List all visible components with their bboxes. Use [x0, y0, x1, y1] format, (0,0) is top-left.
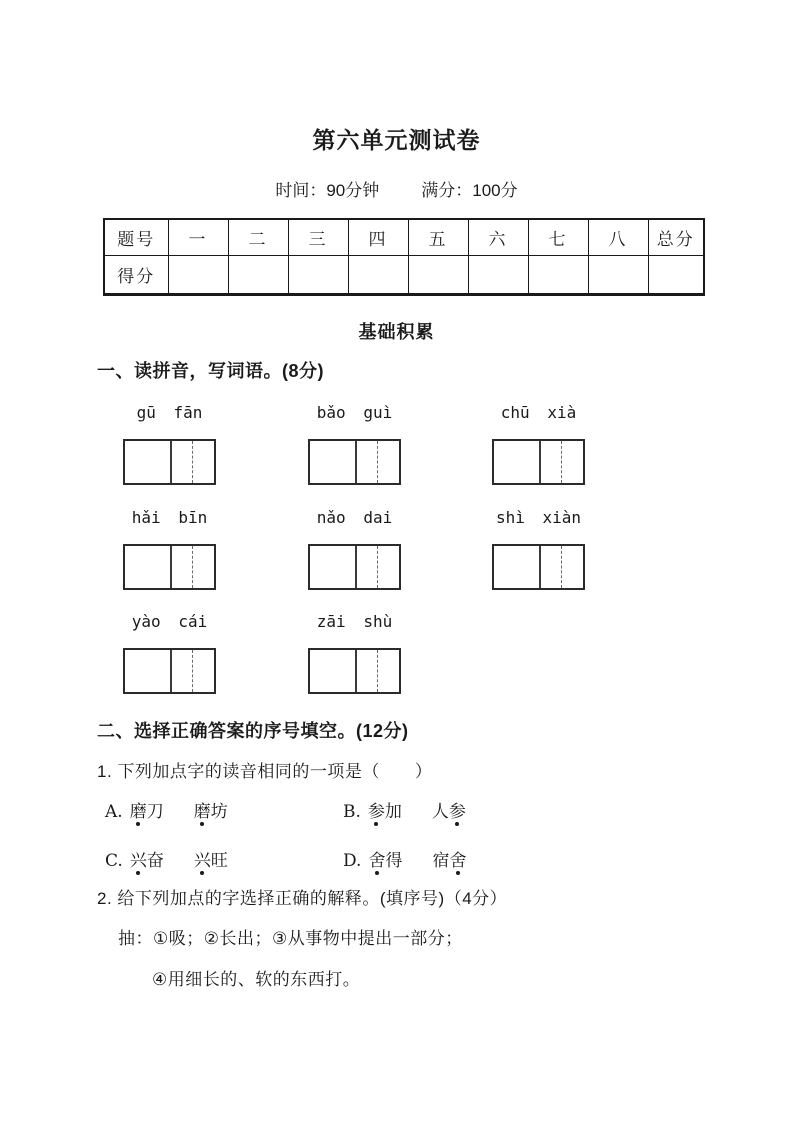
option-word [194, 797, 228, 822]
writing-box-divider [355, 546, 357, 588]
score-cell-empty [348, 256, 408, 295]
option-word [368, 846, 402, 871]
pinyin-group [308, 612, 401, 694]
score-table-column-header: 六 [468, 219, 528, 256]
writing-box-divider [170, 441, 172, 483]
section1-heading: 一、读拼音，写词语。(8分) [97, 361, 324, 381]
pinyin-label: bǎo guì [316, 403, 393, 422]
pinyin-group [308, 403, 401, 485]
pinyin-group [123, 508, 216, 590]
character: 奋 [146, 851, 164, 870]
option-b [343, 797, 466, 822]
option-word [432, 846, 466, 871]
option-word [130, 797, 164, 822]
writing-box-divider [170, 546, 172, 588]
score-table [103, 218, 705, 296]
writing-box [308, 439, 401, 485]
option-label: B. [343, 802, 361, 822]
pinyin-label: shì xiàn [495, 508, 582, 527]
pinyin-label: yào cái [131, 612, 208, 631]
character: 旺 [210, 851, 228, 870]
score-table-score-row [104, 256, 704, 295]
section2-heading: 二、选择正确答案的序号填空。(12分) [97, 721, 409, 741]
writing-box-divider [539, 441, 541, 483]
option-word [432, 797, 466, 822]
writing-box-divider [170, 650, 172, 692]
score-table-column-header: 四 [348, 219, 408, 256]
pinyin-label: gū fān [136, 403, 203, 422]
score-row-label: 得分 [104, 256, 168, 295]
writing-box [492, 544, 585, 590]
option-word [194, 846, 228, 871]
emphasized-character: 兴 [130, 846, 147, 871]
pinyin-group [308, 508, 401, 590]
score-table-column-header: 三 [288, 219, 348, 256]
score-cell-empty [168, 256, 228, 295]
writing-box-divider [539, 546, 541, 588]
question-2-definition-line-2: ④用细长的、软的东西打。 [152, 970, 361, 989]
score-table-column-header: 一 [168, 219, 228, 256]
character: 刀 [146, 802, 164, 821]
score-table-column-header: 八 [588, 219, 648, 256]
score-cell-empty [528, 256, 588, 295]
score-cell-empty [468, 256, 528, 295]
score-cell-empty [588, 256, 648, 295]
score-table-header-row [104, 219, 704, 256]
emphasized-character: 舍 [449, 846, 466, 871]
question-1-options [105, 797, 466, 871]
option-word [130, 846, 164, 871]
writing-box-dashed-guide [192, 441, 193, 483]
emphasized-character: 参 [449, 797, 466, 822]
score-cell-empty [408, 256, 468, 295]
writing-box-divider [355, 650, 357, 692]
character: 宿 [432, 851, 450, 870]
score-table-column-header: 五 [408, 219, 468, 256]
writing-box [123, 544, 216, 590]
pinyin-group [123, 403, 216, 485]
pinyin-writing-area [97, 403, 717, 715]
question-2-text: 2. 给下列加点的字选择正确的解释。(填序号)（4分） [97, 889, 508, 908]
exam-time: 时间：90分钟 [275, 181, 380, 200]
emphasized-character: 兴 [194, 846, 211, 871]
character: 加 [384, 802, 402, 821]
character: 得 [385, 851, 403, 870]
option-a [105, 797, 343, 822]
writing-box-dashed-guide [377, 650, 378, 692]
question-2-definition-line-1: 抽：①吸；②长出；③从事物中提出一部分； [118, 929, 463, 948]
pinyin-group [492, 508, 585, 590]
writing-box [123, 439, 216, 485]
pinyin-label: hǎi bīn [131, 508, 208, 527]
section-banner: 基础积累 [358, 322, 435, 342]
pinyin-group [123, 612, 216, 694]
score-table-column-header: 七 [528, 219, 588, 256]
question-1-text: 1. 下列加点字的读音相同的一项是（ ） [97, 762, 433, 781]
option-word [368, 797, 402, 822]
writing-box-dashed-guide [561, 441, 562, 483]
score-cell-empty [228, 256, 288, 295]
writing-box-dashed-guide [377, 441, 378, 483]
pinyin-label: nǎo dai [316, 508, 393, 527]
character: 坊 [210, 802, 228, 821]
emphasized-character: 舍 [368, 846, 385, 871]
writing-box [492, 439, 585, 485]
pinyin-label: chū xià [500, 403, 577, 422]
character: 人 [431, 802, 449, 821]
score-cell-empty [288, 256, 348, 295]
page-title: 第六单元测试卷 [312, 127, 481, 153]
option-c [105, 846, 343, 871]
exam-meta [0, 176, 793, 201]
pinyin-group [492, 403, 585, 485]
pinyin-label: zāi shù [316, 612, 393, 631]
writing-box-dashed-guide [377, 546, 378, 588]
writing-box [308, 544, 401, 590]
writing-box [308, 648, 401, 694]
option-label: C. [105, 851, 123, 871]
emphasized-character: 磨 [130, 797, 147, 822]
score-table-corner-label: 题号 [104, 219, 168, 256]
exam-full-score: 满分：100分 [421, 181, 518, 200]
emphasized-character: 磨 [194, 797, 211, 822]
score-cell-empty [648, 256, 704, 295]
option-label: D. [343, 851, 362, 871]
writing-box-dashed-guide [561, 546, 562, 588]
writing-box-dashed-guide [192, 546, 193, 588]
writing-box-divider [355, 441, 357, 483]
emphasized-character: 参 [368, 797, 385, 822]
option-d [343, 846, 466, 871]
option-label: A. [105, 802, 123, 822]
score-table-column-header: 二 [228, 219, 288, 256]
writing-box-dashed-guide [192, 650, 193, 692]
writing-box [123, 648, 216, 694]
score-table-column-header: 总分 [648, 219, 704, 256]
